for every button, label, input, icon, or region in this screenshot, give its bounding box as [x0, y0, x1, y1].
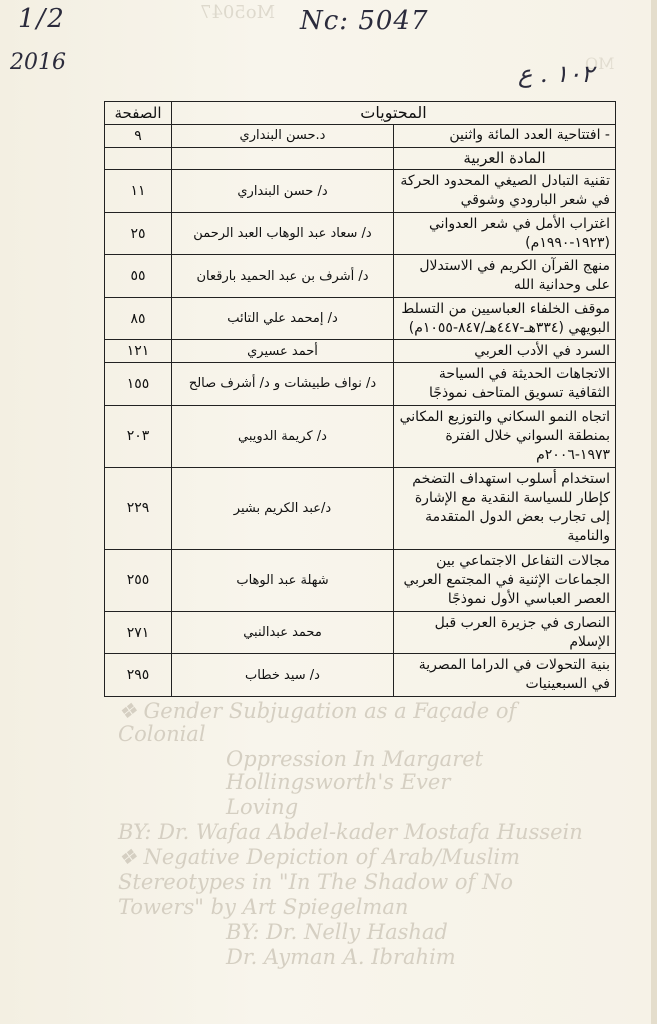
article-author: د/عبد الكريم بشير [172, 467, 394, 549]
article-page: ٢٠٣ [105, 405, 172, 467]
table-row [105, 363, 616, 406]
article-page: ٩ [105, 124, 172, 147]
empty-cell [105, 147, 172, 170]
article-author: د/ حسن البنداري [172, 170, 394, 213]
handwritten-volume: 1/2 [18, 4, 66, 34]
table-header-row [105, 102, 616, 125]
bleed-line: Towers" by Art Spiegelman [118, 895, 409, 919]
article-page: ٥٥ [105, 255, 172, 298]
article-title: النصارى في جزيرة العرب قبل الإسلام [394, 611, 616, 654]
empty-cell [172, 147, 394, 170]
article-title: اتجاه النمو السكاني والتوزيع المكاني بمنطقة السواني خلال الفترة ١٩٧٣-٢٠٠٦م [394, 405, 616, 467]
article-title: الاتجاهات الحديثة في السياحة الثقافية تسويق المتاحف نموذجًا [394, 363, 616, 406]
bleed-line: BY: Dr. Wafaa Abdel-kader Mostafa Hussein [118, 820, 583, 844]
header-contents: المحتويات [172, 102, 616, 125]
article-page: ٢٢٩ [105, 467, 172, 549]
article-author: د.حسن البنداري [172, 124, 394, 147]
table-row [105, 124, 616, 147]
bleed-line: ❖ Negative Depiction of Arab/Muslim [118, 845, 521, 869]
article-title: استخدام أسلوب استهداف التضخم كإطار للسياسة النقدية مع الإشارة إلى تجارب بعض الدول المتقدمة والنامية [394, 467, 616, 549]
bleed-line: Loving [226, 795, 299, 819]
bleed-line: BY: Dr. Nelly Hashad [226, 920, 448, 944]
handwritten-catalog-number: Nc: 5047 [300, 6, 429, 36]
table-row [105, 297, 616, 340]
table-row [105, 255, 616, 298]
ghost-mark-top: Mo5047 [200, 2, 276, 23]
table-row [105, 611, 616, 654]
article-title: السرد في الأدب العربي [394, 340, 616, 363]
article-author: د/ إمحمد علي التائب [172, 297, 394, 340]
article-page: ٢٥ [105, 212, 172, 255]
article-page: ٢٩٥ [105, 654, 172, 697]
table-row [105, 467, 616, 549]
article-author: أحمد عسيري [172, 340, 394, 363]
bleed-line: Dr. Ayman A. Ibrahim [226, 945, 456, 969]
article-title: - افتتاحية العدد المائة واثنين [394, 124, 616, 147]
article-page: ١٥٥ [105, 363, 172, 406]
section-row [105, 147, 616, 170]
bleed-through-text [118, 700, 598, 971]
article-title: موقف الخلفاء العباسيين من التسلط البويهي (٣٣٤هـ-٤٤٧هـ/٨٤٧-١٠٥٥م) [394, 297, 616, 340]
article-title: منهج القرآن الكريم في الاستدلال على وحدانية الله [394, 255, 616, 298]
article-page: ١١ [105, 170, 172, 213]
table-row [105, 405, 616, 467]
section-heading: المادة العربية [394, 147, 616, 170]
article-title: بنية التحولات في الدراما المصرية في السبعينيات [394, 654, 616, 697]
article-author: د/ سعاد عبد الوهاب العبد الرحمن [172, 212, 394, 255]
article-author: د/ كريمة الدويبي [172, 405, 394, 467]
handwritten-year: 2016 [10, 50, 66, 75]
contents-table [104, 101, 616, 697]
page-edge [651, 0, 657, 1024]
table-row [105, 212, 616, 255]
article-author: شهلة عبد الوهاب [172, 549, 394, 611]
header-page: الصفحة [105, 102, 172, 125]
article-page: ١٢١ [105, 340, 172, 363]
ghost-mark-right: MO [585, 54, 615, 73]
article-title: مجالات التفاعل الاجتماعي بين الجماعات الإثنية في المجتمع العربي العصر العباسي الأول نموذجًا [394, 549, 616, 611]
handwritten-issue-number: ١٠٢ . ع [518, 60, 594, 88]
table-row [105, 170, 616, 213]
article-title: اغتراب الأمل في شعر العدواني (١٩٢٣-١٩٩٠م) [394, 212, 616, 255]
bleed-line: Stereotypes in "In The Shadow of No [118, 870, 513, 894]
article-title: تقنية التبادل الصيغي المحدود الحركة في شعر البارودي وشوقي [394, 170, 616, 213]
bleed-line: Oppression In Margaret Hollingsworth's Ever [226, 747, 484, 794]
table-row [105, 549, 616, 611]
article-author: د/ نواف طبيشات و د/ أشرف صالح [172, 363, 394, 406]
table-row [105, 654, 616, 697]
article-page: ٢٧١ [105, 611, 172, 654]
article-page: ٢٥٥ [105, 549, 172, 611]
article-author: د/ أشرف بن عبد الحميد بارقعان [172, 255, 394, 298]
bleed-line: ❖ Gender Subjugation as a Façade of Colonial [118, 699, 517, 746]
article-page: ٨٥ [105, 297, 172, 340]
table-row [105, 340, 616, 363]
article-author: محمد عبدالنبي [172, 611, 394, 654]
article-author: د/ سيد خطاب [172, 654, 394, 697]
